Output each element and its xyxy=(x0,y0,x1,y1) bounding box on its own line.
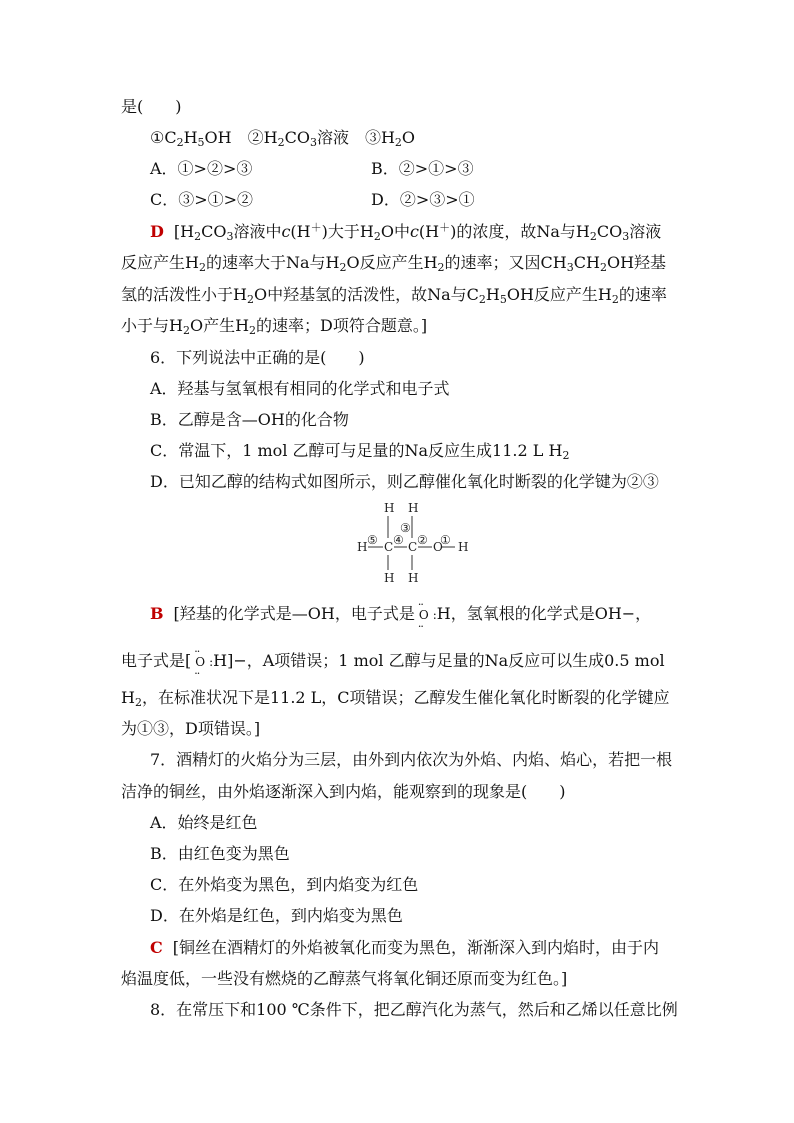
q5-explanation-line-2: 反应产生$H_2$的速率大于Na与$H_2O$反应产生$H_2$的速率；又因$CH_3CH_2OH$羟基 xyxy=(121,253,667,274)
bond-label-1: ① xyxy=(440,533,451,547)
electron-dot-o-2: ·· O ·· xyxy=(191,652,209,672)
h-atom-right: H xyxy=(458,540,469,554)
q6-stem: 6．下列说法中正确的是( ) xyxy=(150,348,365,367)
q5-exp-1: [$H_2CO_3$溶液中c(H＋)大于$H_2O$中c(H＋)的浓度，故Na与$H_2CO_3$溶液 xyxy=(173,221,662,243)
electron-dot-o-1: ·· O ·· xyxy=(415,605,433,625)
q6-explanation-line-1: B [羟基的化学式是—OH，电子式是·· O ·· :H，氢氧根的化学式是OH−， xyxy=(150,604,651,625)
h-atom-bottom-left: H xyxy=(384,571,395,585)
q5-option-b: B．②>①>③ xyxy=(371,159,474,178)
q5-substances: $①C_2H_5OH$ $②H_2CO_3$溶液 $③H_2O$ xyxy=(150,128,416,149)
q7-option-a: A．始终是红色 xyxy=(150,813,258,832)
q5-explanation-line-3: 氢的活泼性小于$H_2O$中羟基氢的活泼性，故Na与$C_2H_5OH$反应产生$H_2$的速率 xyxy=(121,285,667,306)
bond-label-3: ③ xyxy=(400,521,411,535)
q6-option-b: B．乙醇是含—OH的化合物 xyxy=(150,410,349,429)
bond-label-5: ⑤ xyxy=(367,533,378,547)
q8-stem-line-1: 8．在常压下和100 ℃条件下，把乙醇汽化为蒸气，然后和乙烯以任意比例 xyxy=(150,1000,678,1019)
q5-option-c: C．③>①>② xyxy=(150,190,254,209)
h-atom-bottom-right: H xyxy=(408,571,419,585)
q6-option-c: C．常温下，1 mol 乙醇可与足量的Na反应生成11.2 L $H_2$ xyxy=(150,441,570,462)
q7-stem-line-1: 7．酒精灯的火焰分为三层，由外到内依次为外焰、内焰、焰心，若把一根 xyxy=(150,750,673,769)
q7-option-d: D．在外焰是红色，到内焰变为黑色 xyxy=(150,906,403,925)
o-atom: O xyxy=(433,540,443,554)
q7-option-c: C．在外焰变为黑色，到内焰变为红色 xyxy=(150,875,419,894)
q6-explanation-line-2: 电子式是[·· O ·· :H]−，A项错误；1 mol 乙醇与足量的Na反应可以生成0.5 mol xyxy=(121,651,665,672)
ethanol-structure-svg xyxy=(352,500,482,586)
q7-explanation-line-1 xyxy=(150,938,659,958)
q5-explanation-line-1 xyxy=(150,222,661,242)
q7-answer: C xyxy=(150,938,163,957)
q6-exp-2b: H]−，A项错误；1 mol 乙醇与足量的Na反应可以生成0.5 mol xyxy=(213,651,665,670)
q6-answer: B xyxy=(150,604,164,623)
q5-option-d: D．②>③>① xyxy=(371,190,475,209)
q5-option-a: A．①>②>③ xyxy=(150,159,253,178)
q5-answer: D xyxy=(150,222,164,241)
q6-exp-1a: [羟基的化学式是—OH，电子式是 xyxy=(173,604,415,623)
q7-exp-1: [铜丝在酒精灯的外焰被氧化而变为黑色，渐渐深入到内焰时，由于内 xyxy=(172,938,659,957)
q5-stem-end: 是( ) xyxy=(121,97,182,116)
bond-label-2: ② xyxy=(417,533,428,547)
q6-explanation-line-3: $H_2$，在标准状况下是11.2 L，C项错误；乙醇发生催化氧化时断裂的化学键应 xyxy=(121,688,670,709)
q6-exp-2a: 电子式是[ xyxy=(121,651,192,670)
ethanol-structural-formula xyxy=(352,500,482,586)
h-atom-left: H xyxy=(357,540,368,554)
h-atom-top-right: H xyxy=(408,501,419,515)
q6-option-d: D．已知乙醇的结构式如图所示，则乙醇催化氧化时断裂的化学键为②③ xyxy=(150,472,659,491)
q6-explanation-line-4: 为①③，D项错误。] xyxy=(121,719,261,738)
q6-exp-1b: H，氢氧根的化学式是OH−， xyxy=(436,604,652,623)
q7-explanation-line-2: 焰温度低，一些没有燃烧的乙醇蒸气将氧化铜还原而变为红色。] xyxy=(121,969,568,988)
c-atom-2: C xyxy=(408,540,418,554)
bond-label-4: ④ xyxy=(393,533,404,547)
q5-explanation-line-4: 小于与$H_2O$产生$H_2$的速率；D项符合题意。] xyxy=(121,316,428,337)
q7-stem-line-2: 洁净的铜丝，由外焰逐渐深入到内焰，能观察到的现象是( ) xyxy=(121,782,566,801)
q7-option-b: B．由红色变为黑色 xyxy=(150,844,290,863)
c-atom-1: C xyxy=(384,540,394,554)
q6-option-a: A．羟基与氢氧根有相同的化学式和电子式 xyxy=(150,379,450,398)
h-atom-top-left: H xyxy=(384,501,395,515)
